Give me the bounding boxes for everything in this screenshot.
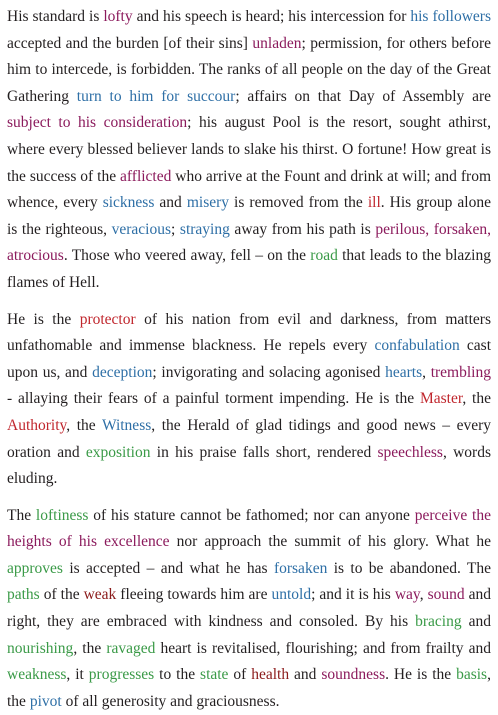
highlighted-term: sound: [427, 586, 465, 604]
paragraph-3: [7, 503, 491, 715]
highlighted-term: bracing: [415, 613, 462, 631]
text-run: , the: [73, 639, 107, 657]
text-run: ,: [422, 363, 431, 381]
highlighted-term: Master: [419, 390, 463, 408]
highlighted-term: turn to him for succour: [76, 87, 236, 105]
highlighted-term: way: [394, 586, 420, 604]
highlighted-term: forsaken: [273, 559, 328, 577]
text-run: to the: [154, 666, 201, 684]
text-run: in his praise falls short, rendered: [150, 443, 378, 461]
text-run: ; and it is his: [311, 586, 395, 604]
text-run: and right, they are embraced with kindness and consoled. By his: [7, 586, 492, 631]
highlighted-term: perilous, forsaken, atrocious: [7, 220, 491, 265]
text-run: , the: [66, 416, 102, 434]
highlighted-term: health: [251, 666, 290, 684]
highlighted-term: Witness: [101, 416, 152, 434]
text-run: is to be abandoned. The: [327, 559, 491, 577]
text-run: ; affairs on that Day of Assembly are: [235, 87, 491, 105]
text-run: nor approach the summit of his glory. What he: [169, 533, 491, 551]
text-run: fleeing towards him are: [116, 586, 272, 604]
highlighted-term: loftiness: [35, 506, 89, 524]
text-run: ; permission, for others before him to intercede, is forbidden. The ranks of all people on the day of the Great Gathering: [7, 34, 491, 105]
highlighted-term: straying: [179, 220, 230, 238]
paragraph-2: [7, 307, 491, 493]
highlighted-term: state: [200, 666, 229, 684]
text-run: is accepted – and what he has: [62, 559, 274, 577]
highlighted-term: road: [310, 247, 338, 265]
text-run: of his stature cannot be fathomed; nor can anyone: [88, 506, 415, 524]
highlighted-term: veracious: [111, 220, 171, 238]
paragraph-1: [7, 4, 491, 297]
highlighted-term: lofty: [103, 8, 133, 25]
highlighted-term: confabulation: [374, 337, 460, 355]
highlighted-term: protector: [79, 310, 136, 328]
text-run: that leads to the blazing flames of Hell.: [7, 247, 491, 291]
highlighted-term: speechless: [377, 443, 443, 461]
highlighted-term: ill: [367, 194, 381, 212]
text-run: , it: [66, 666, 89, 684]
text-run: ; invigorating and solacing agonised: [152, 363, 386, 381]
highlighted-term: nourishing: [7, 639, 74, 657]
text-run: and: [154, 194, 187, 212]
highlighted-term: misery: [186, 194, 230, 212]
text-run: , words eluding.: [7, 443, 491, 488]
highlighted-term: afflicted: [120, 167, 172, 185]
text-run: - allaying their fears of a painful torment impending. He is the: [7, 390, 420, 408]
text-run: His standard is: [7, 8, 104, 25]
highlighted-term: ravaged: [106, 639, 156, 657]
text-run: accepted and the burden [of their sins]: [7, 34, 253, 52]
text-run: of the: [39, 586, 84, 604]
text-run: , the: [7, 666, 491, 710]
text-run: . Those who veered away, fell – on the: [63, 247, 311, 265]
text-run: . His group alone is the righteous,: [7, 194, 491, 238]
highlighted-term: progresses: [88, 666, 155, 684]
highlighted-term: paths: [7, 586, 40, 604]
highlighted-term: perceive the heights of his excellence: [7, 506, 491, 551]
text-run: and: [461, 613, 491, 631]
text-run: He is the: [7, 310, 80, 328]
text-run: of all generosity and graciousness.: [61, 692, 280, 710]
highlighted-term: approves: [7, 559, 63, 577]
highlighted-term: deception: [92, 363, 153, 381]
highlighted-term: untold: [271, 586, 312, 604]
text-run: away from his path is: [229, 220, 376, 238]
highlighted-term: Authority: [7, 416, 67, 434]
text-run: , the: [462, 390, 491, 408]
highlighted-term: pivot: [29, 692, 62, 710]
highlighted-term: weak: [83, 586, 117, 604]
text-run: and: [289, 666, 322, 684]
text-run: ,: [419, 586, 428, 604]
highlighted-term: sickness: [102, 194, 155, 212]
text-run: cast upon us, and: [7, 337, 491, 381]
highlighted-term: hearts: [385, 363, 423, 381]
text-run: . He is the: [385, 666, 457, 684]
highlighted-term: subject to his consideration: [7, 114, 188, 132]
highlighted-term: trembling: [430, 363, 491, 381]
text-run: , the Herald of glad tidings and good news – every oration and: [7, 416, 492, 461]
text-run: The: [7, 506, 36, 524]
text-run: and his speech is heard; his intercession for: [132, 8, 411, 25]
highlighted-term: his followers: [410, 8, 491, 25]
text-run: of: [228, 666, 252, 684]
text-run: is removed from the: [229, 194, 368, 212]
highlighted-term: weakness: [7, 666, 67, 684]
highlighted-term: exposition: [85, 443, 151, 461]
text-run: ; his august Pool is the resort, sought athirst, where every blessed believer lands to slake his thirst. O fortune! How great is the success of the: [7, 114, 491, 185]
highlighted-term: unladen: [252, 34, 302, 52]
text-run: of his nation from evil and darkness, from matters unfathomable and immense blackness. He repels every: [7, 310, 491, 355]
text-run: who arrive at the Fount and drink at will; and from whence, every: [7, 167, 491, 212]
highlighted-term: basis: [456, 666, 488, 684]
text-run: heart is revitalised, flourishing; and from frailty and: [155, 639, 492, 657]
highlighted-term: soundness: [321, 666, 386, 684]
text-run: ;: [171, 220, 180, 238]
